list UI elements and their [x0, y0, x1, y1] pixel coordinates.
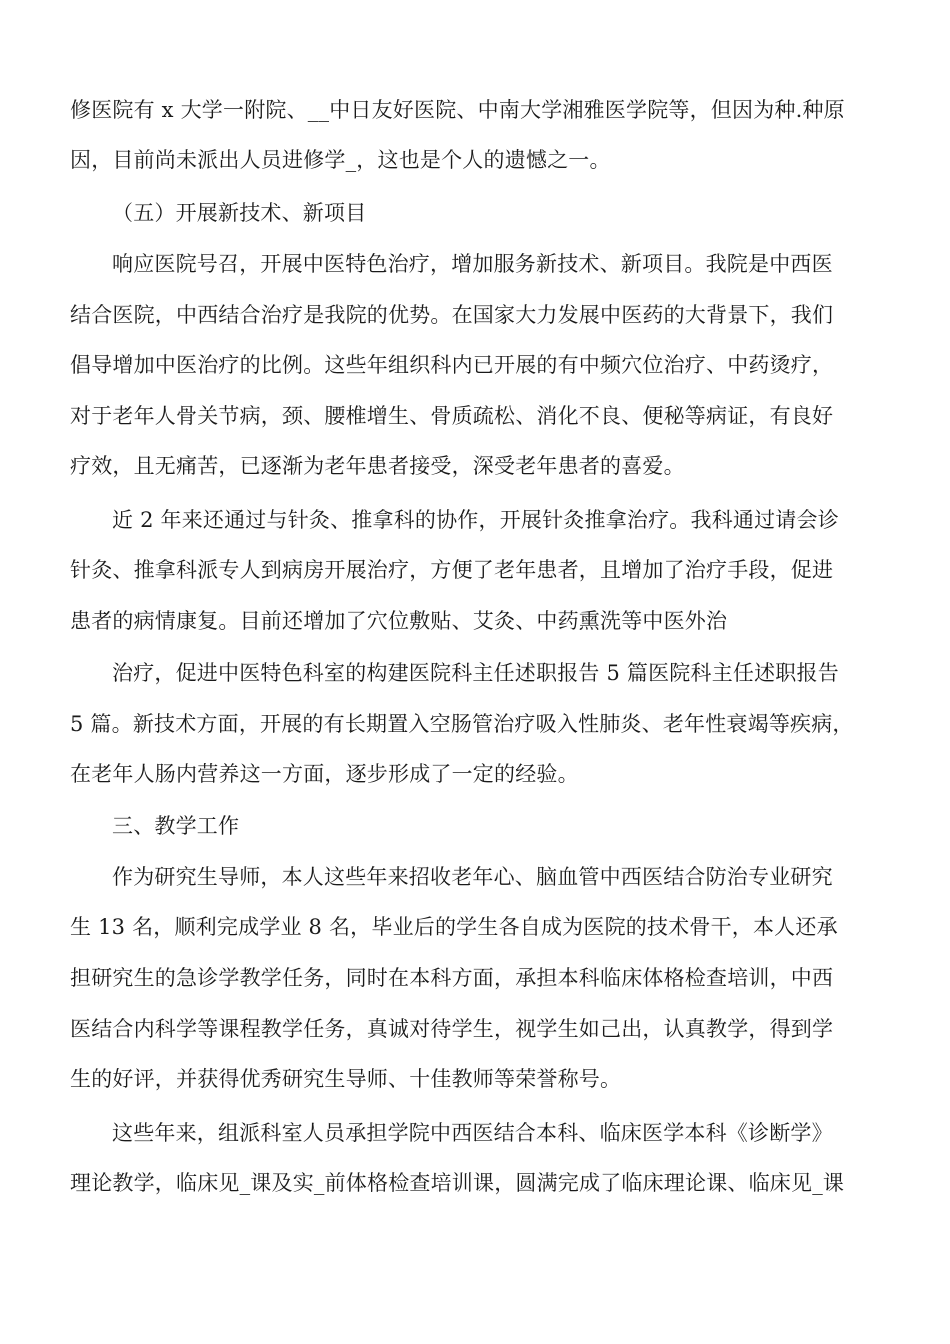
text-line: 响应医院号召，开展中医特色治疗，增加服务新技术、新项目。我院是中西医: [112, 252, 833, 276]
text-line: 这些年来，组派科室人员承担学院中西医结合本科、临床医学本科《诊断学》: [112, 1121, 833, 1145]
section-heading: （五）开展新技术、新项目: [112, 201, 367, 225]
text-line: 因，目前尚未派出人员进修学_，这也是个人的遗憾之一。: [70, 148, 611, 172]
text-line: 理论教学，临床见_课及实_前体格检查培训课，圆满完成了临床理论课、临床见_课: [70, 1171, 845, 1195]
text-line: 5 篇。新技术方面，开展的有长期置入空肠管治疗吸入性肺炎、老年性衰竭等疾病，: [70, 712, 854, 736]
text-line: 患者的病情康复。目前还增加了穴位敷贴、艾灸、中药熏洗等中医外治: [70, 609, 728, 633]
text-line: 担研究生的急诊学教学任务，同时在本科方面，承担本科临床体格检查培训，中西: [70, 966, 834, 990]
text-line: 修医院有 x 大学一附院、__中日友好医院、中南大学湘雅医学院等，但因为种.种原: [70, 98, 845, 122]
text-line: 作为研究生导师，本人这些年来招收老年心、脑血管中西医结合防治专业研究: [112, 865, 833, 889]
text-line: 对于老年人骨关节病，颈、腰椎增生、骨质疏松、消化不良、便秘等病证，有良好: [70, 404, 834, 428]
text-line: 近 2 年来还通过与针灸、推拿科的协作，开展针灸推拿治疗。我科通过请会诊: [112, 508, 839, 532]
section-heading: 三、教学工作: [112, 814, 240, 838]
text-line: 结合医院，中西结合治疗是我院的优势。在国家大力发展中医药的大背景下，我们: [70, 303, 834, 327]
text-line: 治疗，促进中医特色科室的构建医院科主任述职报告 5 篇医院科主任述职报告: [112, 661, 839, 685]
text-line: 医结合内科学等课程教学任务，真诚对待学生，视学生如己出，认真教学，得到学: [70, 1017, 834, 1041]
text-line: 疗效，且无痛苦，已逐渐为老年患者接受，深受老年患者的喜爱。: [70, 454, 685, 478]
text-line: 针灸、推拿科派专人到病房开展治疗，方便了老年患者，且增加了治疗手段，促进: [70, 558, 834, 582]
text-line: 倡导增加中医治疗的比例。这些年组织科内已开展的有中频穴位治疗、中药烫疗，: [70, 353, 834, 377]
text-line: 生的好评，并获得优秀研究生导师、十佳教师等荣誉称号。: [70, 1067, 622, 1091]
text-line: 在老年人肠内营养这一方面，逐步形成了一定的经验。: [70, 762, 579, 786]
text-line: 生 13 名，顺利完成学业 8 名，毕业后的学生各自成为医院的技术骨干，本人还承: [70, 915, 838, 939]
